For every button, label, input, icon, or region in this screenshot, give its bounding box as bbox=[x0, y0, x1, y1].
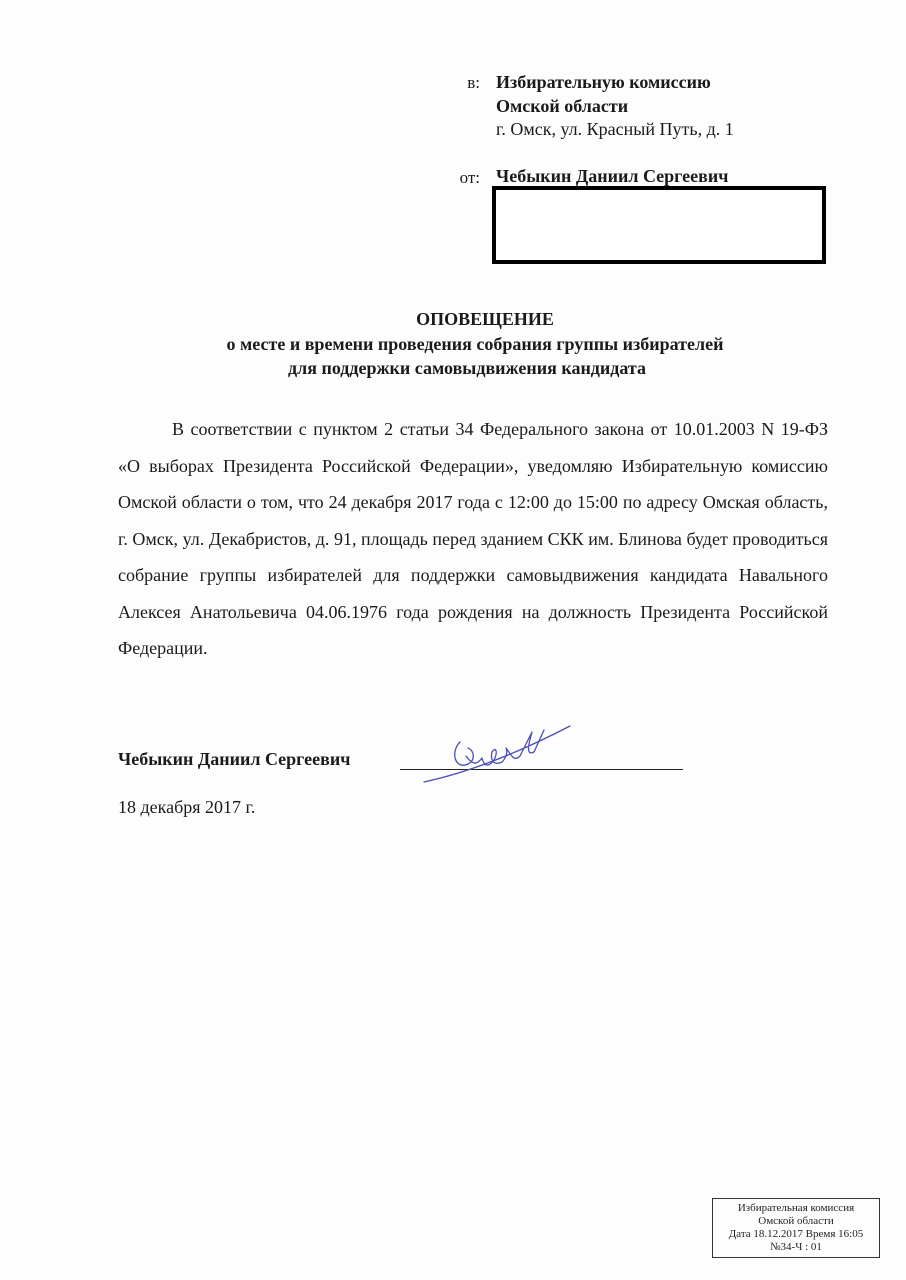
sender-label: от: bbox=[459, 168, 480, 187]
handwritten-signature bbox=[410, 712, 580, 792]
recipient-line-1: Избирательную комиссию bbox=[496, 72, 711, 92]
redaction-box bbox=[492, 186, 826, 264]
document-title: ОПОВЕЩЕНИЕ bbox=[416, 309, 554, 329]
recipient-line-2: Омской области bbox=[496, 96, 629, 116]
signer-name: Чебыкин Даниил Сергеевич bbox=[118, 749, 351, 769]
stamp-line-2: Омской области bbox=[758, 1215, 834, 1227]
document-subtitle-line-1: о месте и времени проведения собрания группы избирателей bbox=[226, 334, 724, 354]
sender-name: Чебыкин Даниил Сергеевич bbox=[496, 166, 729, 186]
document-subtitle-line-2: для поддержки самовыдвижения кандидата bbox=[288, 358, 646, 378]
document-date: 18 декабря 2017 г. bbox=[118, 797, 256, 817]
stamp-line-4: №34-Ч : 01 bbox=[770, 1241, 822, 1253]
recipient-label: в: bbox=[467, 73, 480, 92]
stamp-line-1: Избирательная комиссия bbox=[737, 1202, 855, 1214]
recipient-address: г. Омск, ул. Красный Путь, д. 1 bbox=[496, 119, 734, 139]
stamp-line-3: Дата 18.12.2017 Время 16:05 bbox=[728, 1228, 864, 1240]
registration-stamp bbox=[712, 1198, 880, 1258]
body-paragraph: В соответствии с пунктом 2 статьи 34 Федерального закона от 10.01.2003 N 19-ФЗ «О выборах Президента Российской Федерации», уведомляю Избирательную комиссию Омской области о том, что 24 декабря 2017 года с 12:00 до 15:00 по адресу Омская область, г. Омск, ул. Декабристов, д. 91, площадь перед зданием СКК им. Блинова будет проводиться собрание группы избирателей для поддержки самовыдвижения кандидата Навального Алексея Анатольевича 04.06.1976 года рождения на должность Президента Российской Федерации. bbox=[118, 419, 828, 658]
